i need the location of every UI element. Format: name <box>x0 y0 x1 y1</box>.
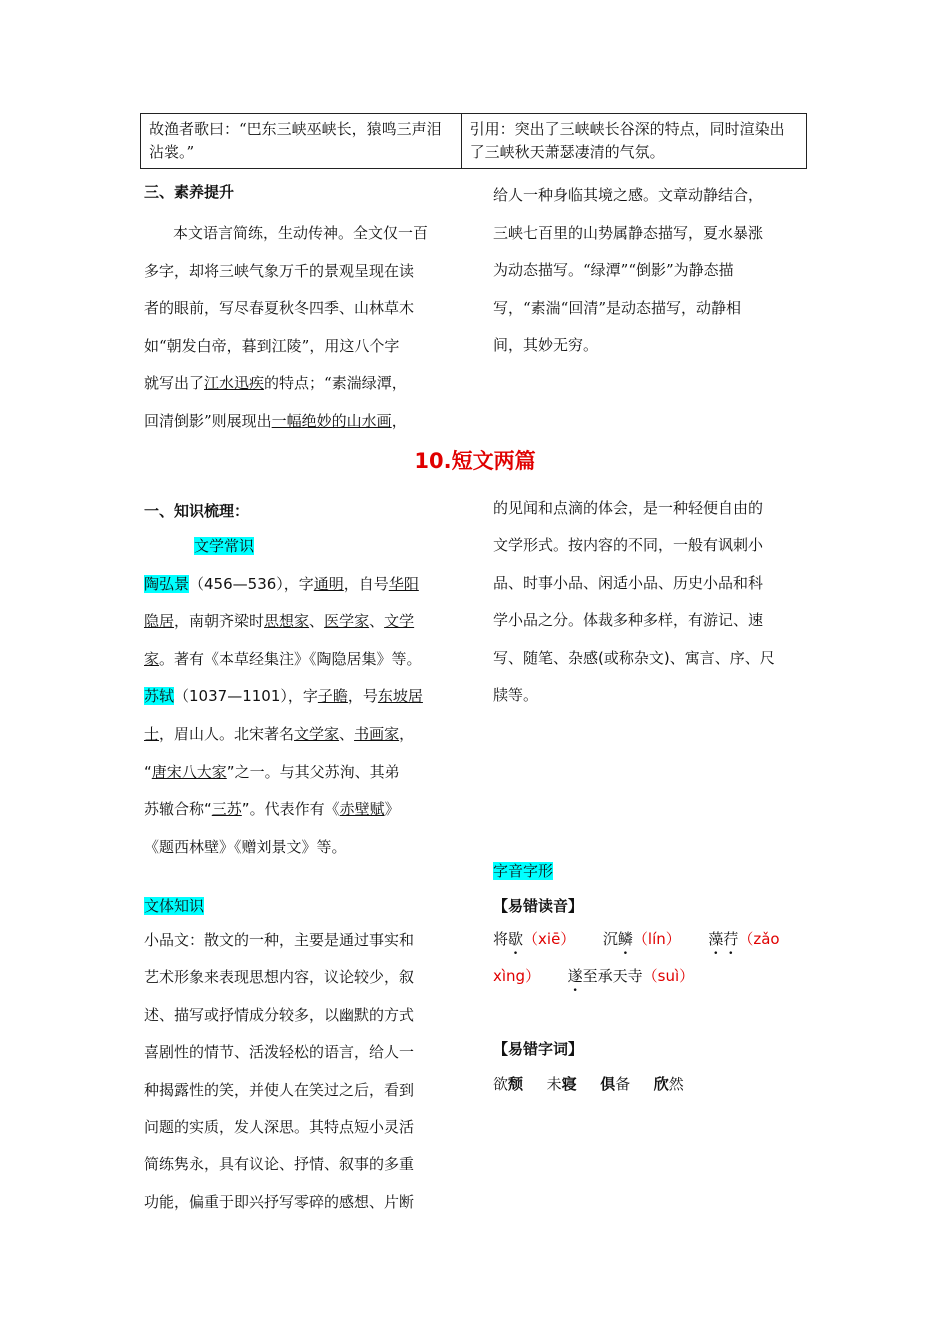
text-line: 述、描写或抒情成分较多，以幽默的方式 <box>144 1005 415 1024</box>
text-line: 文学形式。按内容的不同，一般有讽刺小 <box>493 536 764 555</box>
text-line: 牍等。 <box>493 686 539 705</box>
text-line: 就写出了江水迅疾的特点；“素湍绿潭， <box>144 374 407 392</box>
text-line: 学小品之分。体裁多种多样，有游记、速 <box>493 611 764 630</box>
reading-line-1: 将歇（xiē） 沉鳞（lín） 藻荇（zǎo <box>493 930 780 948</box>
text-line: 简练隽永，具有议论、抒情、叙事的多重 <box>144 1155 415 1174</box>
text-line: 本文语言简练，生动传神。全文仅一百 <box>173 224 429 242</box>
text-line: 隐居，南朝齐梁时思想家、医学家、文学 <box>144 612 415 631</box>
words-heading: 【易错字词】 <box>493 1040 584 1058</box>
text-line: 多字，却将三峡气象万千的景观呈现在读 <box>144 261 415 280</box>
pinyin: （zǎo <box>738 930 780 948</box>
underlined-phrase: 一幅绝妙的山水画 <box>271 411 392 430</box>
text-line: 功能，偏重于即兴抒写零碎的感想、片断 <box>144 1192 415 1211</box>
text-line: 《题西林壁》《赠刘景文》等。 <box>144 837 347 856</box>
analysis-cell: 引用：突出了三峡峡长谷深的特点，同时渲染出了三峡秋天萧瑟凄清的气氛。 <box>461 114 806 169</box>
dotted-char: 藻 <box>708 930 724 948</box>
dotted-char: 遂 <box>567 967 583 985</box>
genre-paragraph-continued <box>493 490 823 714</box>
text-line: 者的眼前，写尽春夏秋冬四季、山林草木 <box>144 299 415 317</box>
text-line: “唐宋八大家”之一。与其父苏洵、其弟 <box>144 762 400 781</box>
text-line: 陶弘景（456—536），字通明，自号华阳 <box>144 574 419 593</box>
text-line: 士，眉山人。北宋著名文学家、书画家， <box>144 724 415 743</box>
literature-knowledge-block <box>144 528 474 866</box>
genre-paragraph <box>144 922 474 1221</box>
literature-label: 文学常识 <box>194 537 255 555</box>
chapter-title: 10.短文两篇 <box>414 449 536 473</box>
author-name: 苏轼 <box>144 687 175 706</box>
reading-heading: 【易错读音】 <box>493 897 584 915</box>
text-line: 小品文：散文的一种，主要是通过事实和 <box>144 931 415 949</box>
dotted-char: 歇 <box>508 930 524 948</box>
pronunciation-label: 字音字形 <box>493 862 554 880</box>
text-line: 问题的实质，发人深思。其特点短小灵活 <box>144 1118 415 1137</box>
text-line: 苏轼（1037—1101），字子瞻，号东坡居 <box>144 687 423 706</box>
text-line: 苏辙合称“三苏”。代表作有《赤壁赋》 <box>144 800 400 819</box>
quote-analysis-table <box>140 113 807 169</box>
section3-heading: 三、素养提升 <box>144 183 235 201</box>
text-line: 为动态描写。“绿潭”“倒影”为静态描 <box>493 261 734 279</box>
pinyin: （lín） <box>632 930 681 948</box>
quote-cell: 故渔者歌曰：“巴东三峡巫峡长，猿鸣三声泪沾裳。” <box>141 114 462 169</box>
text-line: 间，其妙无穷。 <box>493 336 599 354</box>
section3-right-paragraph <box>493 177 813 365</box>
text-line: 给人一种身临其境之感。文章动静结合， <box>493 186 764 204</box>
text-line: 喜剧性的情节、活泼轻松的语言，给人一 <box>144 1043 415 1062</box>
error-words-line: 欲颓 未寝 俱备 欣然 <box>493 1075 684 1093</box>
underlined-phrase: 江水迅疾 <box>204 374 265 392</box>
text-line: 种揭露性的笑，并使人在笑过之后，看到 <box>144 1080 415 1099</box>
text-line: 三峡七百里的山势属静态描写，夏水暴涨 <box>493 223 764 242</box>
genre-label: 文体知识 <box>144 897 205 915</box>
pinyin: （suì） <box>642 967 695 985</box>
text-line: 回清倒影”则展现出一幅绝妙的山水画， <box>144 411 407 430</box>
dotted-char: 鳞 <box>617 930 633 948</box>
text-line: 如“朝发白帝，暮到江陵”，用这八个字 <box>144 336 400 355</box>
dotted-char: 荇 <box>723 930 739 948</box>
section3-left-paragraph <box>144 215 464 440</box>
text-line: 写，“素湍“回清”是动态描写，动静相 <box>493 298 742 317</box>
text-line: 的见闻和点滴的体会，是一种轻便自由的 <box>493 499 764 517</box>
text-line: 写、随笔、杂感(或称杂文)、寓言、序、尺 <box>493 648 775 667</box>
pinyin: xìng） <box>493 967 541 985</box>
text-line: 品、时事小品、闲适小品、历史小品和科 <box>493 573 764 592</box>
section1-heading: 一、知识梳理： <box>144 502 250 520</box>
text-line: 家。著有《本草经集注》《陶隐居集》等。 <box>144 649 422 668</box>
reading-line-2: xìng） 遂至承天寺（suì） <box>493 967 695 985</box>
text-line: 艺术形象来表现思想内容，议论较少，叙 <box>144 968 415 987</box>
author-name: 陶弘景 <box>144 574 190 593</box>
pinyin: （xiē） <box>523 930 576 948</box>
